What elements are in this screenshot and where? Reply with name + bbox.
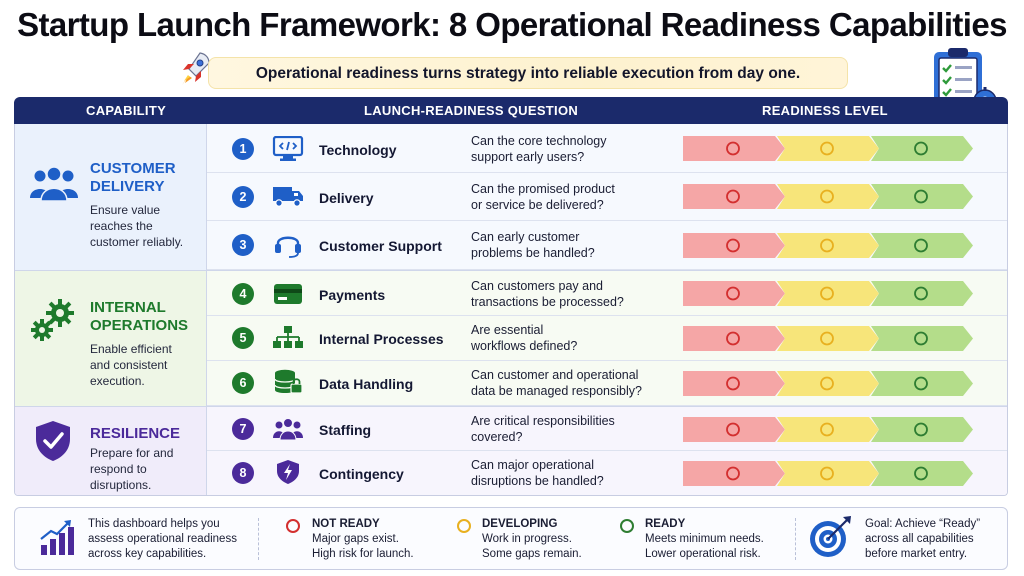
header-readiness-level: READINESS LEVEL xyxy=(762,103,888,118)
row-number: 1 xyxy=(232,138,254,160)
legend-divider xyxy=(258,518,259,560)
capability-name: Delivery xyxy=(319,190,374,206)
readiness-segment-not-ready xyxy=(683,371,785,396)
readiness-scale xyxy=(683,184,973,209)
readiness-scale xyxy=(683,371,973,396)
readiness-segment-developing xyxy=(777,371,879,396)
truck-icon xyxy=(272,184,304,210)
readiness-question: Can customers pay and transactions be processed? xyxy=(471,279,624,309)
rocket-icon xyxy=(176,50,212,90)
readiness-question: Can early customer problems be handled? xyxy=(471,230,595,260)
table-row xyxy=(207,173,1008,221)
readiness-segment-not-ready xyxy=(683,326,785,351)
database-lock-icon xyxy=(272,369,304,395)
readiness-scale xyxy=(683,136,973,161)
readiness-segment-not-ready xyxy=(683,233,785,258)
team-icon xyxy=(272,416,304,442)
table-row xyxy=(207,124,1008,173)
credit-card-icon xyxy=(272,281,304,307)
row-number: 3 xyxy=(232,234,254,256)
target-goal-icon xyxy=(807,514,853,560)
readiness-segment-ready xyxy=(871,461,973,486)
capability-name: Staffing xyxy=(319,422,372,438)
readiness-segment-ready xyxy=(871,184,973,209)
capability-name: Customer Support xyxy=(319,238,442,254)
readiness-scale xyxy=(683,326,973,351)
group-description: Ensure value reaches the customer reliably. xyxy=(90,203,184,249)
page-title: Startup Launch Framework: 8 Operational Readiness Capabilities xyxy=(17,6,1007,43)
capability-name: Technology xyxy=(319,142,397,158)
row-number: 5 xyxy=(232,327,254,349)
readiness-segment-not-ready xyxy=(683,136,785,161)
readiness-segment-developing xyxy=(777,184,879,209)
readiness-segment-ready xyxy=(871,233,973,258)
not-ready-circle-icon xyxy=(285,518,301,534)
row-number: 6 xyxy=(232,372,254,394)
readiness-scale xyxy=(683,417,973,442)
monitor-code-icon xyxy=(272,136,304,162)
readiness-segment-developing xyxy=(777,461,879,486)
capability-name: Data Handling xyxy=(319,376,414,392)
growth-chart-icon xyxy=(39,519,75,557)
headset-icon xyxy=(272,232,304,258)
readiness-scale xyxy=(683,461,973,486)
readiness-question: Can major operational disruptions be handled? xyxy=(471,458,604,488)
readiness-segment-developing xyxy=(777,417,879,442)
legend-developing: DEVELOPING Work in progress. Some gaps remain. xyxy=(482,518,582,560)
readiness-segment-not-ready xyxy=(683,184,785,209)
group-title: INTERNAL OPERATIONS xyxy=(90,299,189,334)
readiness-segment-developing xyxy=(777,281,879,306)
readiness-segment-ready xyxy=(871,136,973,161)
row-number: 7 xyxy=(232,418,254,440)
table-row xyxy=(207,451,1008,496)
table-row xyxy=(207,221,1008,270)
header-question: LAUNCH-READINESS QUESTION xyxy=(364,103,579,118)
readiness-segment-developing xyxy=(777,233,879,258)
group-internal-operations xyxy=(15,270,207,406)
legend-goal: Goal: Achieve “Ready” across all capabilities before market entry. xyxy=(865,518,981,560)
readiness-question: Can customer and operational data be managed responsibly? xyxy=(471,368,642,398)
users-icon xyxy=(29,166,79,202)
row-number: 4 xyxy=(232,283,254,305)
readiness-segment-developing xyxy=(777,136,879,161)
readiness-segment-not-ready xyxy=(683,461,785,486)
gears-icon xyxy=(29,297,79,343)
row-number: 2 xyxy=(232,186,254,208)
readiness-segment-developing xyxy=(777,326,879,351)
table-row xyxy=(207,361,1008,406)
readiness-segment-ready xyxy=(871,371,973,396)
row-number: 8 xyxy=(232,462,254,484)
readiness-scale xyxy=(683,281,973,306)
readiness-segment-ready xyxy=(871,326,973,351)
readiness-segment-not-ready xyxy=(683,417,785,442)
org-chart-icon xyxy=(272,325,304,351)
readiness-segment-not-ready xyxy=(683,281,785,306)
readiness-segment-ready xyxy=(871,417,973,442)
capability-name: Internal Processes xyxy=(319,331,444,347)
group-description: Enable efficient and consistent execution. xyxy=(90,342,172,388)
developing-circle-icon xyxy=(456,518,472,534)
legend-not-ready: NOT READY Major gaps exist. High risk for launch. xyxy=(312,518,414,560)
legend-divider xyxy=(795,518,796,560)
ready-circle-icon xyxy=(619,518,635,534)
group-title: CUSTOMER DELIVERY xyxy=(90,160,176,195)
table-row xyxy=(207,316,1008,361)
group-title: RESILIENCE xyxy=(90,425,181,442)
readiness-scale xyxy=(683,233,973,258)
shield-bolt-icon xyxy=(272,459,304,485)
legend-ready: READY Meets minimum needs. Lower operational risk. xyxy=(645,518,764,560)
capability-name: Payments xyxy=(319,287,386,303)
readiness-question: Are essential workflows defined? xyxy=(471,323,578,353)
table-header xyxy=(14,97,1008,124)
readiness-question: Can the promised product or service be delivered? xyxy=(471,182,615,212)
readiness-table xyxy=(14,124,1008,496)
readiness-question: Can the core technology support early users? xyxy=(471,134,607,164)
readiness-question: Are critical responsibilities covered? xyxy=(471,414,615,444)
legend-intro: This dashboard helps you assess operational readiness across key capabilities. xyxy=(88,518,237,560)
readiness-segment-ready xyxy=(871,281,973,306)
subtitle-banner: Operational readiness turns strategy into reliable execution from day one. xyxy=(208,57,848,89)
group-customer-delivery xyxy=(15,124,207,270)
legend-footer xyxy=(14,507,1008,570)
capability-name: Contingency xyxy=(319,466,404,482)
group-resilience xyxy=(15,406,207,496)
table-row xyxy=(207,270,1008,316)
shield-icon xyxy=(33,419,73,463)
header-capability: CAPABILITY xyxy=(86,103,167,118)
group-description: Prepare for and respond to disruptions. xyxy=(90,446,174,492)
table-row xyxy=(207,406,1008,451)
